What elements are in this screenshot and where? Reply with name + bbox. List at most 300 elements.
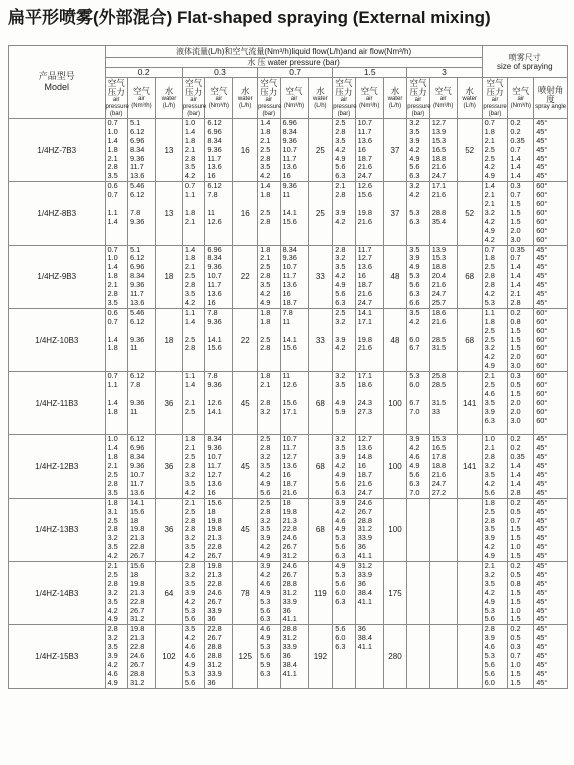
cell-value: 6.6 [409,297,420,307]
cell-value: 3.9 [335,334,346,344]
cell-value: 45° [536,126,548,136]
cell-value: 18 [129,569,139,579]
cell-value: 1.5 [510,587,521,597]
cell-value: 2.1 [184,144,196,154]
cell-value: 1.4 [107,443,118,453]
page-title: 扁平形喷雾(外部混合) Flat-shaped spraying (External mixing) [8,8,491,27]
water-flow [457,498,482,561]
cell-value: 0.5 [510,569,521,579]
cell-value: 1.0 [107,253,118,263]
col-water-3-en: water (L/h) [387,95,403,109]
air-pressure-values [407,308,429,371]
cell-value: 60° [536,388,548,398]
cell-value: 3.9 [409,135,420,145]
cell-value: 1.4 [107,397,118,407]
cell-value: 6.12 [129,371,145,381]
cell-value: 2.8 [510,297,521,307]
cell-value: 9.36 [129,216,145,226]
cell-value: 3.5 [484,470,495,480]
cell-value: 4.2 [484,234,495,244]
cell-value: 1.4 [510,262,521,272]
cell-value: 3.5 [260,524,271,534]
cell-value: 7.8 [129,207,141,217]
air-flow-values [280,372,308,435]
cell-value: 1.8 [260,190,271,200]
cell-value: 16 [282,289,291,299]
cell-value: 0.7 [510,651,521,661]
air-flow-values [205,372,233,435]
air-flow-values [127,625,155,688]
cell-value: 20.4 [431,271,447,281]
cell-value: 2.5 [484,506,495,516]
cell-value: 9.36 [207,144,222,154]
air-flow-values [127,182,155,245]
cell-value: 2.8 [107,578,118,588]
cell-value: 18.8 [431,461,447,471]
cell-value: 1.1 [107,207,118,217]
col-air-1 [205,78,233,119]
cell-value: 0.2 [510,307,521,317]
cell-value: 13.6 [129,297,145,307]
cell-value: 1.1 [107,380,118,390]
cell-value: 1.4 [184,244,196,254]
water-flow: 18 [155,245,182,308]
cell-value: 12.6 [357,181,373,191]
col-air-pressure-4-en: air pressure (bar) [407,96,431,117]
cell-value: 4.2 [335,506,346,516]
size-air-values [508,625,534,688]
model-name: 1/4HZ-15B3 [9,625,106,688]
cell-value: 18.7 [282,478,297,488]
cell-value: 5.3 [484,605,495,615]
cell-value: 1.5 [510,199,521,209]
spec-table [8,45,568,689]
cell-value: 4.2 [184,551,196,561]
cell-value: 31.2 [282,551,297,561]
cell-value: 3.9 [484,533,495,543]
cell-value: 1.8 [260,371,271,381]
air-flow-values [280,562,308,625]
water-flow: 33 [308,245,333,308]
cell-value: 4.9 [260,587,271,597]
cell-value: 0.7 [107,244,118,254]
cell-value: 14.1 [282,334,297,344]
cell-value: 26.7 [357,506,373,516]
col-size-air-en: air (Nm³/h) [510,95,531,109]
cell-value: 22.8 [207,542,222,552]
water-flow: 16 [233,182,258,245]
cell-value: 2.1 [484,443,495,453]
cell-value: 16 [282,171,291,181]
water-flow: 25 [308,119,333,182]
cell-value: 2.1 [260,135,271,145]
cell-value: 1.5 [510,596,521,606]
air-flow-values [429,245,457,308]
cell-value: 18.7 [357,153,373,163]
water-flow: 25 [308,182,333,245]
col-size-air-cn: 空气 [512,85,530,96]
cell-value: 60° [536,199,548,209]
cell-value: 13.6 [207,478,222,488]
cell-value: 45° [536,614,548,624]
air-flow-values [205,562,233,625]
cell-value: 2.8 [260,343,271,353]
cell-value: 2.8 [184,343,196,353]
cell-value: 3.5 [107,596,118,606]
air-flow-values [355,182,383,245]
water-flow: 45 [233,372,258,435]
cell-value: 2.8 [107,624,118,634]
cell-value: 9.36 [129,461,145,471]
cell-value: 2.1 [484,561,495,571]
cell-value: 4.2 [107,551,118,561]
water-flow: 68 [308,498,333,561]
cell-value: 6.12 [207,181,222,191]
cell-value: 8.34 [207,135,222,145]
cell-value: 5.6 [484,659,495,669]
cell-value: 18 [207,506,216,516]
cell-value: 41.1 [282,614,297,624]
cell-value: 6.96 [129,135,145,145]
cell-value: 2.5 [107,569,118,579]
model-header-en: Model [44,82,69,92]
cell-value: 2.5 [260,434,271,444]
cell-value: 11 [282,316,291,326]
cell-value: 4.9 [335,524,346,534]
cell-value: 0.5 [510,633,521,643]
air-flow-values [280,498,308,561]
model-row [9,435,568,498]
cell-value: 26.7 [207,633,222,643]
water-flow: 280 [383,625,407,688]
air-pressure-values [105,182,127,245]
cell-value: 4.2 [484,478,495,488]
col-water-2-cn: 水 [316,85,325,96]
col-size-air-pressure-cn: 空气压力 [486,77,504,97]
cell-value: 60° [536,316,548,326]
cell-value: 13.6 [207,162,222,172]
cell-value: 2.1 [107,561,118,571]
cell-value: 28.8 [282,624,297,634]
cell-value: 4.2 [260,171,271,181]
cell-value: 5.6 [335,542,346,552]
cell-value: 15.6 [207,497,222,507]
air-pressure-values [105,372,127,435]
cell-value: 45° [536,569,548,579]
cell-value: 4.2 [260,569,271,579]
cell-value: 12.6 [207,216,222,226]
cell-value: 3.5 [335,262,346,272]
cell-value: 13.6 [129,487,145,497]
cell-value: 11.7 [207,153,222,163]
cell-value: 3.5 [107,297,118,307]
air-pressure-values [182,182,204,245]
water-flow: 22 [233,308,258,371]
air-pressure-values [333,308,355,371]
cell-value: 31.2 [129,677,145,687]
cell-value: 45° [536,470,548,480]
cell-value: 6.3 [409,289,420,299]
col-air-pressure-3 [333,78,355,119]
cell-value: 5.3 [260,642,271,652]
cell-value: 6.96 [207,244,222,254]
col-air-1-en: air (Nm³/h) [208,95,230,109]
cell-value: 19.8 [207,561,222,571]
cell-value: 2.8 [107,162,118,172]
cell-value: 3.0 [510,234,521,244]
col-air-0-cn: 空气 [132,85,150,96]
cell-value: 1.8 [484,497,495,507]
cell-value: 45° [536,651,548,661]
cell-value: 2.5 [184,406,196,416]
pressure-0: 0.2 [105,68,182,78]
cell-value: 3.5 [184,478,196,488]
cell-value: 1.5 [510,668,521,678]
cell-value: 19.8 [282,506,297,516]
cell-value: 3.5 [107,487,118,497]
model-name: 1/4HZ-14B3 [9,562,106,625]
cell-value: 5.46 [129,181,145,191]
cell-value: 45° [536,578,548,588]
cell-value: 0.2 [510,624,521,634]
cell-value: 5.6 [260,651,271,661]
cell-value: 1.8 [107,271,118,281]
cell-value: 4.2 [484,587,495,597]
cell-value: 6.12 [207,118,222,127]
col-air-3-cn: 空气 [360,85,378,96]
cell-value: 0.35 [510,135,525,145]
cell-value: 2.5 [260,207,271,217]
cell-value: 2.5 [107,515,118,525]
cell-value: 19.8 [129,624,145,634]
cell-value: 3.9 [409,434,420,444]
cell-value: 60° [536,415,548,425]
cell-value: 21.6 [431,162,447,172]
cell-value: 33.9 [282,642,297,652]
cell-value: 0.8 [510,578,521,588]
cell-value: 5.6 [484,487,495,497]
cell-value: 28.8 [207,642,222,652]
cell-value: 10.7 [282,144,297,154]
cell-value: 2.8 [107,524,118,534]
air-pressure-values [407,372,429,435]
cell-value: 4.9 [484,596,495,606]
cell-value: 0.7 [510,144,521,154]
air-pressure-values [182,372,204,435]
cell-value: 2.1 [484,135,495,145]
cell-value: 13.6 [282,162,297,172]
cell-value: 60° [536,216,548,226]
cell-value: 4.2 [184,596,196,606]
cell-value: 0.5 [510,380,521,390]
cell-value: 26.7 [129,551,145,561]
cell-value: 3.2 [260,452,271,462]
cell-value: 2.5 [484,262,495,272]
cell-value: 2.5 [484,380,495,390]
cell-value: 21.3 [129,587,145,597]
cell-value: 11 [129,406,138,416]
cell-value: 3.9 [409,253,420,263]
air-pressure-values [258,245,280,308]
cell-value: 28.8 [129,668,145,678]
cell-value: 11.7 [207,461,222,471]
cell-value: 11 [282,190,291,200]
air-flow-values [355,435,383,498]
cell-value: 4.6 [484,388,495,398]
water-flow: 52 [457,119,482,182]
cell-value: 2.5 [335,307,346,317]
cell-value: 31.2 [129,614,145,624]
air-pressure-values [258,372,280,435]
cell-value: 15.6 [129,506,145,516]
cell-value: 24.7 [357,487,373,497]
air-pressure-values [258,119,280,182]
cell-value: 2.5 [484,144,495,154]
cell-value: 1.5 [510,216,521,226]
cell-value: 36 [357,578,366,588]
cell-value: 21.6 [282,487,297,497]
col-air-4-en: air (Nm³/h) [433,95,454,109]
cell-value: 45° [536,515,548,525]
cell-value: 26.7 [207,596,222,606]
cell-value: 33 [431,406,440,416]
cell-value: 2.5 [107,470,118,480]
cell-value: 33.9 [357,569,373,579]
model-row [9,182,568,245]
cell-value: 4.9 [484,225,495,235]
cell-value: 3.2 [335,371,346,381]
cell-value: 14.1 [207,406,222,416]
cell-value: 8.34 [207,253,222,263]
cell-value: 4.9 [335,397,346,407]
cell-value: 24.6 [357,497,373,507]
cell-value: 28.8 [282,578,297,588]
cell-value: 6.0 [409,334,420,344]
cell-value: 16 [357,271,366,281]
spray-angle-values [534,182,568,245]
size-air-pressure-values [482,308,508,371]
water-flow: 22 [233,245,258,308]
cell-value: 9.36 [282,181,297,191]
cell-value: 2.8 [335,190,346,200]
cell-value: 21.3 [282,515,297,525]
size-air-values [508,435,534,498]
cell-value: 9.36 [129,334,145,344]
cell-value: 1.8 [184,135,196,145]
water-flow: 48 [383,245,407,308]
air-flow-values [205,182,233,245]
water-flow: 102 [155,625,182,688]
cell-value: 2.8 [335,244,346,254]
cell-value: 4.2 [107,659,118,669]
cell-value: 4.2 [409,316,420,326]
cell-value: 9.36 [207,316,222,326]
cell-value: 33.9 [357,533,373,543]
cell-value: 45° [536,533,548,543]
cell-value: 45° [536,253,548,263]
cell-value: 1.8 [484,316,495,326]
cell-value: 5.3 [335,533,346,543]
cell-value: 11 [129,343,138,353]
air-pressure-values [407,245,429,308]
cell-value: 15.6 [282,343,297,353]
cell-value: 2.1 [107,280,118,290]
water-flow: 36 [155,435,182,498]
air-flow-values [280,245,308,308]
cell-value: 3.9 [335,497,346,507]
cell-value: 1.4 [510,478,521,488]
cell-value: 4.2 [335,343,346,353]
col-air-pressure-0 [105,78,127,119]
cell-value: 0.8 [510,316,521,326]
col-water-2-en: water (L/h) [313,95,328,109]
cell-value: 1.4 [184,126,196,136]
cell-value: 4.2 [335,271,346,281]
cell-value: 12.7 [207,470,222,480]
cell-value: 10.7 [207,271,222,281]
cell-value: 5.6 [409,470,420,480]
cell-value: 1.4 [484,181,495,191]
cell-value: 36 [282,651,291,661]
water-flow: 125 [233,625,258,688]
cell-value: 2.5 [484,334,495,344]
cell-value: 0.7 [107,118,118,127]
cell-value: 1.4 [510,461,521,471]
cell-value: 2.1 [260,253,271,263]
cell-value: 7.8 [207,307,218,317]
cell-value: 33.9 [207,605,222,615]
cell-value: 0.2 [510,118,521,127]
cell-value: 9.36 [129,280,145,290]
air-pressure-values [333,625,355,688]
model-name: 1/4HZ-13B3 [9,498,106,561]
cell-value: 1.0 [484,434,495,444]
cell-value: 3.2 [335,316,346,326]
cell-value: 6.3 [335,551,346,561]
cell-value: 2.8 [484,452,495,462]
cell-value: 60° [536,225,548,235]
cell-value: 2.1 [335,181,346,191]
cell-value: 38.4 [357,587,373,597]
air-flow-values [280,182,308,245]
cell-value: 4.2 [260,542,271,552]
cell-value: 0.35 [510,244,525,254]
air-pressure-values [258,308,280,371]
cell-value: 5.6 [184,677,196,687]
cell-value: 7.8 [207,371,218,381]
cell-value: 4.2 [335,144,346,154]
cell-value: 10.7 [282,262,297,272]
cell-value: 2.8 [260,506,271,516]
cell-value: 1.8 [260,307,271,317]
cell-value: 2.8 [184,461,196,471]
col-spray-angle-en: spray angle [535,103,567,110]
air-pressure-values [182,625,204,688]
cell-value: 6.3 [409,171,420,181]
cell-value: 2.8 [184,524,196,534]
cell-value: 18.6 [357,380,373,390]
water-flow [457,625,482,688]
cell-value: 4.6 [260,624,271,634]
air-flow-values [280,435,308,498]
cell-value: 24.6 [129,651,145,661]
cell-value: 13.6 [282,280,297,290]
cell-value: 3.5 [335,135,346,145]
cell-value: 4.9 [107,614,118,624]
cell-value: 45° [536,162,548,172]
air-pressure-values [182,562,204,625]
cell-value: 4.2 [260,470,271,480]
